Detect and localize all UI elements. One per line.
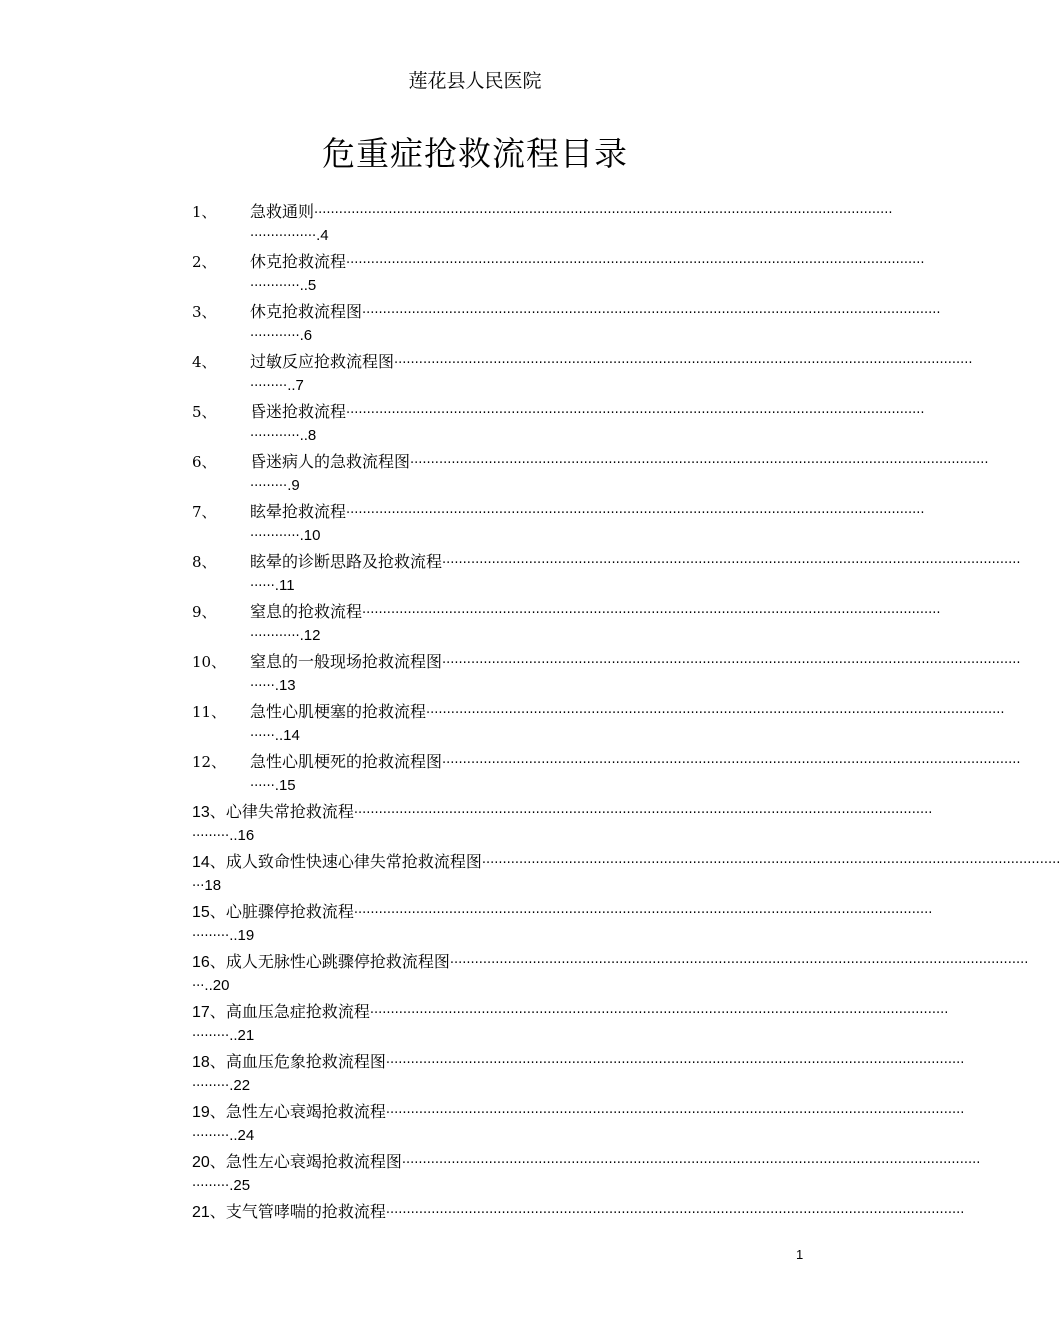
toc-page-number: .4 <box>316 227 329 244</box>
toc-entry-continuation <box>250 324 312 346</box>
toc-entry-number: 4、 <box>192 353 217 371</box>
toc-entry-number: 12、 <box>192 753 227 771</box>
toc-leader-dots: ············································································································································ <box>369 1006 949 1021</box>
toc-entry-number: 2、 <box>192 253 217 271</box>
toc-entry[interactable] <box>192 398 925 448</box>
toc-page-number: ..5 <box>299 277 317 294</box>
toc-leader-dots: ············································································································································ <box>346 406 925 421</box>
toc-entry-title: 高血压危象抢救流程图 <box>225 1052 386 1071</box>
toc-leader-dots-continued: ······ <box>250 779 275 794</box>
toc-leader-dots-continued: ············ <box>250 329 300 344</box>
toc-entry-number: 21、 <box>192 1204 226 1221</box>
toc-entry[interactable] <box>192 348 973 398</box>
toc-leader-dots: ············································································································································ <box>401 1156 981 1171</box>
toc-leader-dots: ············································································································································ <box>353 806 933 821</box>
toc-entry-number: 8、 <box>192 553 217 571</box>
toc-leader-dots-continued: ············ <box>250 529 300 544</box>
toc-leader-dots: ············································································································································ <box>481 856 1060 871</box>
toc-page-number: ..8 <box>299 427 317 444</box>
toc-entry-number: 5、 <box>192 403 217 421</box>
toc-page-number: .10 <box>299 527 321 544</box>
toc-entry-line <box>192 1100 965 1124</box>
toc-entry-line <box>192 950 1029 974</box>
toc-entry-title: 支气管哮喘的抢救流程 <box>225 1202 386 1221</box>
toc-entry-line <box>192 500 925 524</box>
toc-entry-title: 窒息的抢救流程 <box>250 602 363 621</box>
toc-entry-continuation <box>250 524 320 546</box>
toc-leader-dots: ············································································································································ <box>394 356 973 371</box>
toc-entry[interactable] <box>192 1198 965 1248</box>
toc-entry-line <box>192 1050 965 1074</box>
toc-leader-dots-continued: ········· <box>192 1079 230 1094</box>
toc-entry-title: 急性左心衰竭抢救流程图 <box>225 1152 402 1171</box>
toc-entry-continuation <box>250 724 300 746</box>
toc-entry[interactable] <box>192 548 1021 598</box>
toc-entry-continuation <box>250 624 320 646</box>
toc-entry[interactable] <box>192 248 925 298</box>
toc-entry[interactable] <box>192 948 1029 998</box>
toc-entry-title: 成人致命性快速心律失常抢救流程图 <box>225 852 482 871</box>
toc-leader-dots: ············································································································································ <box>442 556 1021 571</box>
toc-page-number: ..21 <box>229 1027 255 1044</box>
toc-entry-number: 19、 <box>192 1104 226 1121</box>
toc-entry-number: 1、 <box>192 203 217 221</box>
toc-leader-dots-continued: ················ <box>250 229 317 244</box>
toc-leader-dots: ············································································································································ <box>346 506 925 521</box>
toc-entry-number: 7、 <box>192 503 217 521</box>
toc-entry-line <box>192 400 925 424</box>
toc-entry[interactable] <box>192 648 1021 698</box>
toc-entry-number: 3、 <box>192 303 217 321</box>
toc-entry-line <box>192 1000 949 1024</box>
toc-leader-dots-continued: ········· <box>192 829 230 844</box>
toc-leader-dots: ············································································································································ <box>385 1106 965 1121</box>
toc-entry[interactable] <box>192 498 925 548</box>
toc-entry-line <box>192 450 989 474</box>
toc-entry-continuation <box>192 1024 254 1046</box>
toc-entry-number: 14、 <box>192 854 226 871</box>
toc-entry[interactable] <box>192 998 949 1048</box>
toc-entry-continuation <box>192 924 254 946</box>
toc-leader-dots-continued: ········· <box>250 479 288 494</box>
toc-entry-continuation <box>250 424 316 446</box>
toc-page-number: .11 <box>274 577 295 594</box>
toc-entry-number: 20、 <box>192 1154 226 1171</box>
toc-entry[interactable] <box>192 1148 981 1198</box>
toc-page-number: ..24 <box>229 1127 255 1144</box>
toc-entry-line <box>192 300 941 324</box>
toc-entry-title: 成人无脉性心跳骤停抢救流程图 <box>225 952 450 971</box>
table-of-contents <box>192 198 1060 1248</box>
toc-page-number: .6 <box>299 327 313 344</box>
toc-entry[interactable] <box>192 298 941 348</box>
page-title: 危重症抢救流程目录 <box>322 134 628 173</box>
toc-page-number: .9 <box>287 477 300 494</box>
page-number: 1 <box>796 1247 804 1262</box>
toc-entry[interactable] <box>192 448 989 498</box>
toc-leader-dots: ············································································································································ <box>346 256 925 271</box>
toc-entry-title: 心脏骤停抢救流程 <box>225 902 354 921</box>
toc-entry[interactable] <box>192 198 893 248</box>
toc-page-number: ..16 <box>229 827 255 844</box>
toc-entry-number: 17、 <box>192 1004 226 1021</box>
toc-entry-title: 高血压急症抢救流程 <box>225 1002 370 1021</box>
toc-entry[interactable] <box>192 848 1060 898</box>
toc-entry-line <box>192 750 1021 774</box>
toc-leader-dots: ············································································································································ <box>442 756 1021 771</box>
toc-entry-continuation <box>250 574 295 596</box>
toc-entry-number: 11、 <box>192 703 227 721</box>
toc-page-number: ..20 <box>204 977 230 994</box>
toc-leader-dots-continued: ········· <box>192 1179 230 1194</box>
toc-entry-number: 9、 <box>192 603 217 621</box>
toc-entry-line <box>192 700 1005 724</box>
toc-entry[interactable] <box>192 898 933 948</box>
toc-page-number: .15 <box>274 777 296 794</box>
toc-entry-continuation <box>250 774 296 796</box>
toc-entry-continuation <box>250 224 329 246</box>
toc-entry-title: 昏迷抢救流程 <box>250 402 347 421</box>
toc-leader-dots-continued: ············ <box>250 629 300 644</box>
toc-leader-dots-continued: ········· <box>250 379 288 394</box>
toc-leader-dots-continued: ············ <box>250 279 300 294</box>
toc-leader-dots-continued: ········· <box>192 1129 230 1144</box>
toc-leader-dots-continued: ············ <box>250 429 300 444</box>
toc-leader-dots: ············································································································································ <box>449 956 1029 971</box>
toc-page-number: .25 <box>229 1177 251 1194</box>
toc-entry-number: 10、 <box>192 653 227 671</box>
toc-entry-title: 急性左心衰竭抢救流程 <box>225 1102 386 1121</box>
toc-entry-line <box>192 900 933 924</box>
toc-entry-line <box>192 850 1060 874</box>
toc-leader-dots: ············································································································································ <box>410 456 989 471</box>
toc-page-number: .22 <box>229 1077 251 1094</box>
toc-entry-line <box>192 250 925 274</box>
toc-leader-dots-continued: ······ <box>250 579 275 594</box>
toc-entry[interactable] <box>192 598 941 648</box>
toc-entry-title: 急救通则 <box>250 202 315 221</box>
toc-entry-line <box>192 200 893 224</box>
toc-entry-title: 急性心肌梗死的抢救流程图 <box>250 752 443 771</box>
toc-entry-title: 眩晕的诊断思路及抢救流程 <box>250 552 443 571</box>
toc-entry[interactable] <box>192 698 1005 748</box>
toc-leader-dots: ············································································································································ <box>426 706 1005 721</box>
toc-entry-continuation <box>192 1124 254 1146</box>
toc-entry-number: 6、 <box>192 453 217 471</box>
toc-leader-dots: ············································································································································ <box>362 306 941 321</box>
toc-entry-continuation <box>192 974 229 996</box>
toc-page-number: 18 <box>204 877 222 894</box>
toc-page-number: ..7 <box>287 377 304 394</box>
toc-entry-title: 眩晕抢救流程 <box>250 502 347 521</box>
toc-entry-line <box>192 600 941 624</box>
toc-leader-dots: ············································································································································ <box>442 656 1021 671</box>
toc-entry-line <box>192 800 933 824</box>
toc-entry-title: 急性心肌梗塞的抢救流程 <box>250 702 427 721</box>
toc-page-number: ..14 <box>274 727 300 744</box>
toc-page-number: ..19 <box>229 927 255 944</box>
toc-page-number: .13 <box>274 677 296 694</box>
toc-entry[interactable] <box>192 798 933 848</box>
toc-entry[interactable] <box>192 1098 965 1148</box>
toc-leader-dots-continued: ······ <box>250 679 275 694</box>
toc-leader-dots: ············································································································································ <box>314 206 893 221</box>
toc-entry[interactable] <box>192 1048 965 1098</box>
toc-entry-line <box>192 1200 965 1224</box>
toc-leader-dots: ············································································································································ <box>385 1056 965 1071</box>
toc-entry-line <box>192 350 973 374</box>
toc-entry[interactable] <box>192 748 1021 798</box>
toc-entry-continuation <box>192 1174 250 1196</box>
toc-entry-title: 心律失常抢救流程 <box>225 802 354 821</box>
toc-leader-dots: ············································································································································ <box>362 606 941 621</box>
toc-entry-continuation <box>250 674 296 696</box>
toc-leader-dots-continued: ··· <box>192 979 205 994</box>
toc-entry-number: 16、 <box>192 954 226 971</box>
toc-leader-dots-continued: ··· <box>192 879 205 894</box>
toc-entry-title: 休克抢救流程 <box>250 252 347 271</box>
toc-entry-number: 18、 <box>192 1054 226 1071</box>
toc-entry-continuation <box>192 1074 250 1096</box>
toc-entry-continuation <box>192 874 221 896</box>
toc-entry-line <box>192 550 1021 574</box>
toc-entry-title: 过敏反应抢救流程图 <box>250 352 395 371</box>
toc-entry-line <box>192 1150 981 1174</box>
toc-leader-dots: ············································································································································ <box>385 1206 965 1221</box>
toc-leader-dots-continued: ········· <box>192 929 230 944</box>
toc-entry-line <box>192 650 1021 674</box>
toc-entry-title: 昏迷病人的急救流程图 <box>250 452 411 471</box>
toc-leader-dots: ············································································································································ <box>353 906 933 921</box>
toc-leader-dots-continued: ········· <box>192 1029 230 1044</box>
toc-leader-dots-continued: ······ <box>250 729 275 744</box>
toc-entry-title: 休克抢救流程图 <box>250 302 363 321</box>
toc-entry-continuation <box>192 824 254 846</box>
toc-entry-number: 15、 <box>192 904 226 921</box>
toc-entry-title: 窒息的一般现场抢救流程图 <box>250 652 443 671</box>
toc-entry-continuation <box>250 274 316 296</box>
toc-entry-number: 13、 <box>192 804 226 821</box>
toc-page-number: .12 <box>299 627 321 644</box>
toc-entry-continuation <box>250 374 304 396</box>
hospital-name: 莲花县人民医院 <box>408 70 542 92</box>
toc-entry-continuation <box>250 474 300 496</box>
